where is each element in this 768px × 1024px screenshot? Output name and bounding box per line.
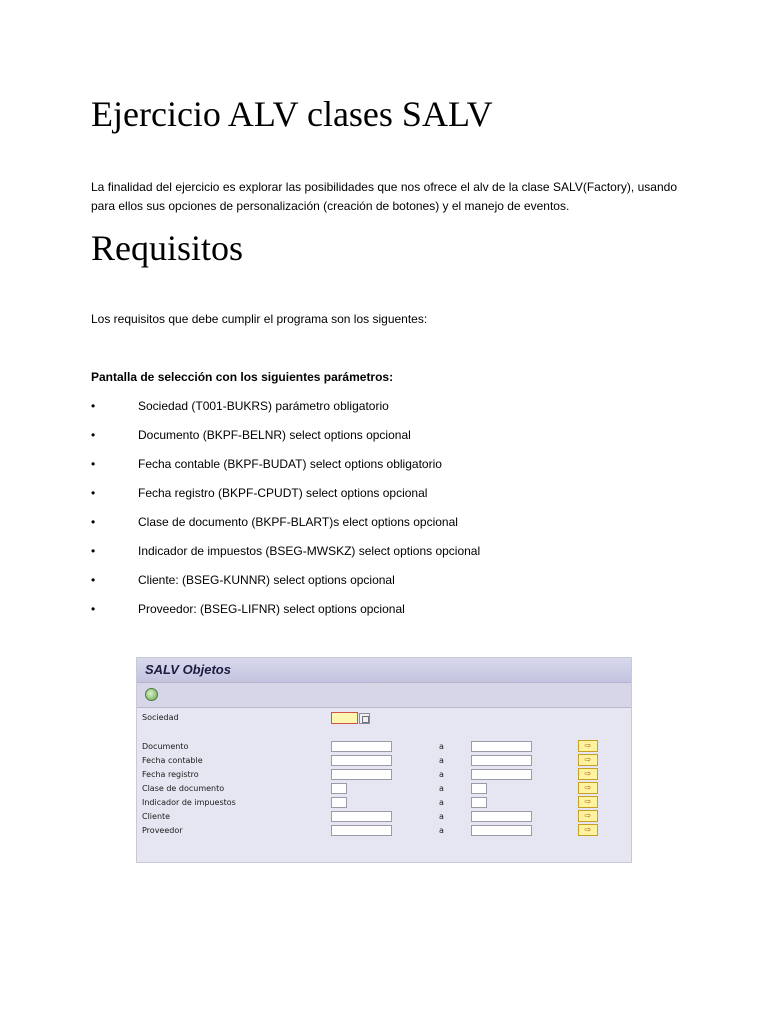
- documento-high-input[interactable]: [471, 741, 532, 752]
- proveedor-high-input[interactable]: [471, 825, 532, 836]
- indicador-impuestos-high-input[interactable]: [471, 797, 487, 808]
- bullet-icon: •: [91, 602, 96, 616]
- indicador-impuestos-label: Indicador de impuestos: [142, 798, 236, 807]
- sap-toolbar: [137, 683, 631, 708]
- bullet-icon: •: [91, 428, 96, 442]
- requirements-intro: Los requisitos que debe cumplir el programa son los siguentes:: [91, 312, 428, 326]
- to-label: a: [439, 826, 444, 835]
- clase-documento-high-input[interactable]: [471, 783, 487, 794]
- search-help-icon[interactable]: [359, 713, 370, 724]
- fecha-registro-low-input[interactable]: [331, 769, 392, 780]
- bullet-icon: •: [91, 486, 96, 500]
- to-label: a: [439, 798, 444, 807]
- multiple-selection-arrow-icon[interactable]: ⇨: [578, 796, 598, 808]
- cliente-label: Cliente: [142, 812, 171, 821]
- sap-screen-title: SALV Objetos: [137, 658, 631, 683]
- fecha-registro-high-input[interactable]: [471, 769, 532, 780]
- multiple-selection-arrow-icon[interactable]: ⇨: [578, 740, 598, 752]
- to-label: a: [439, 812, 444, 821]
- bullet-icon: •: [91, 399, 96, 413]
- sociedad-label: Sociedad: [142, 713, 179, 722]
- to-label: a: [439, 756, 444, 765]
- execute-icon[interactable]: [145, 688, 158, 701]
- documento-low-input[interactable]: [331, 741, 392, 752]
- bullet-icon: •: [91, 573, 96, 587]
- bullet-icon: •: [91, 544, 96, 558]
- fecha-contable-low-input[interactable]: [331, 755, 392, 766]
- multiple-selection-arrow-icon[interactable]: ⇨: [578, 824, 598, 836]
- multiple-selection-arrow-icon[interactable]: ⇨: [578, 754, 598, 766]
- cliente-low-input[interactable]: [331, 811, 392, 822]
- proveedor-label: Proveedor: [142, 826, 183, 835]
- cliente-high-input[interactable]: [471, 811, 532, 822]
- sap-selection-screen: [136, 657, 632, 863]
- fecha-contable-label: Fecha contable: [142, 756, 203, 765]
- to-label: a: [439, 770, 444, 779]
- to-label: a: [439, 784, 444, 793]
- clase-documento-label: Clase de documento: [142, 784, 225, 793]
- intro-paragraph: La finalidad del ejercicio es explorar las posibilidades que nos ofrece el alv de la clase SALV(Factory), usando para ellos sus opciones de personalización (creación de botones) y el manejo de eventos.: [91, 180, 677, 213]
- selection-heading: Pantalla de selección con los siguientes parámetros:: [91, 370, 394, 384]
- to-label: a: [439, 742, 444, 751]
- fecha-registro-label: Fecha registro: [142, 770, 199, 779]
- multiple-selection-arrow-icon[interactable]: ⇨: [578, 768, 598, 780]
- documento-label: Documento: [142, 742, 189, 751]
- bullet-icon: •: [91, 457, 96, 471]
- fecha-contable-high-input[interactable]: [471, 755, 532, 766]
- multiple-selection-arrow-icon[interactable]: ⇨: [578, 782, 598, 794]
- section-title-requisitos: Requisitos: [91, 228, 244, 268]
- clase-documento-low-input[interactable]: [331, 783, 347, 794]
- bullet-icon: •: [91, 515, 96, 529]
- multiple-selection-arrow-icon[interactable]: ⇨: [578, 810, 598, 822]
- indicador-impuestos-low-input[interactable]: [331, 797, 347, 808]
- document-title: Ejercicio ALV clases SALV: [91, 94, 493, 134]
- sociedad-input[interactable]: [331, 712, 358, 724]
- proveedor-low-input[interactable]: [331, 825, 392, 836]
